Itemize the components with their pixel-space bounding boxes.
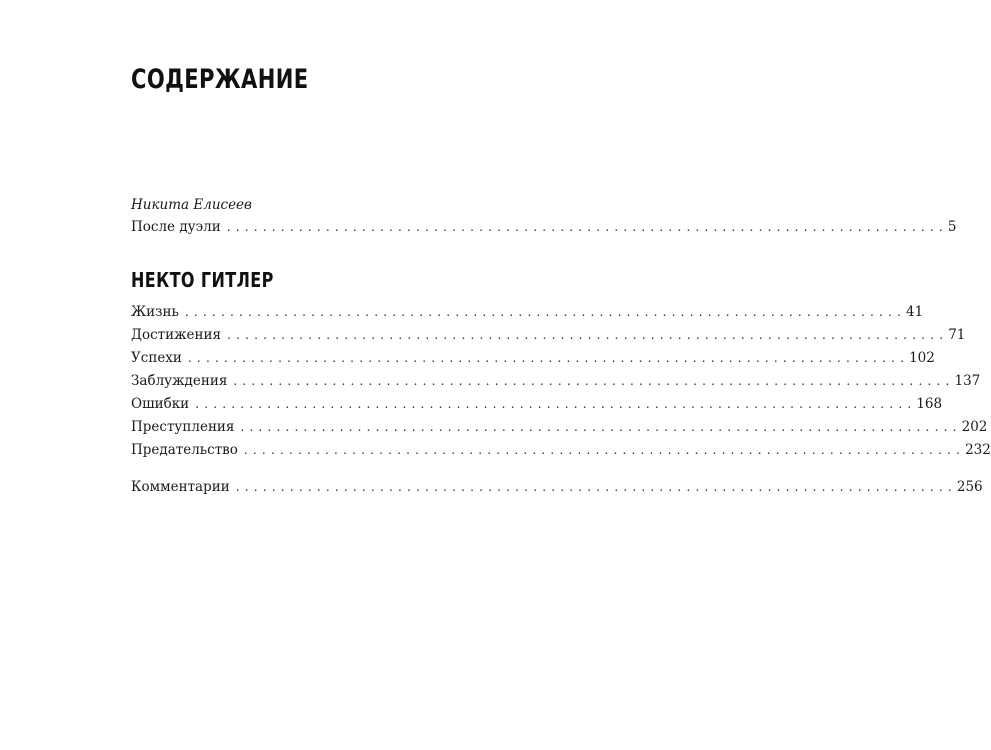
page-title: СОДЕРЖАНИЕ [131,64,309,95]
dot-leader: ................................................................................ [240,420,962,434]
section-title: НЕКТО ГИТЛЕР [131,268,274,292]
dot-leader: ................................................................................ [233,374,955,388]
toc-entry [131,303,924,326]
toc-entry-label: Преступления [131,419,235,435]
toc-entry [131,326,966,349]
toc-entry [131,441,991,464]
intro-block [131,196,957,241]
toc-entry [131,218,957,241]
toc-entry [131,349,935,372]
toc-entry-label: Достижения [131,327,222,343]
dot-leader: ................................................................................ [184,305,907,319]
toc-entry-label: Комментарии [131,479,230,495]
toc-entry [131,395,943,418]
dot-leader: ................................................................................ [187,351,910,365]
intro-author: Никита Елисеев [131,197,252,213]
toc-entry-page: 168 [916,396,943,412]
toc-entry-label: После дуэли [131,219,221,235]
toc-entry-label: Заблуждения [131,373,228,389]
toc-entry-page: 71 [948,327,966,343]
toc-entry-page: 137 [954,373,981,389]
toc-entry-page: 5 [947,219,957,235]
toc-entry-page: 202 [961,419,988,435]
toc-entry-label: Жизнь [131,304,179,320]
toc-entry-page: 41 [906,304,924,320]
toc-entry-page: 256 [956,479,983,495]
comments-block [131,478,983,501]
toc-entry-page: 232 [965,442,991,458]
toc-entry [131,418,988,441]
section-entries [131,303,991,464]
toc-entry [131,372,981,395]
toc-entry-label: Ошибки [131,396,190,412]
dot-leader: ................................................................................ [243,443,966,457]
dot-leader: ................................................................................ [195,397,917,411]
toc-entry-page: 102 [909,350,935,366]
toc-entry-label: Предательство [131,442,238,458]
dot-leader: ................................................................................ [227,328,949,342]
dot-leader: ................................................................................ [235,480,957,494]
dot-leader: ................................................................................ [226,220,948,234]
toc-entry [131,478,983,501]
toc-entry-label: Успехи [131,350,182,366]
